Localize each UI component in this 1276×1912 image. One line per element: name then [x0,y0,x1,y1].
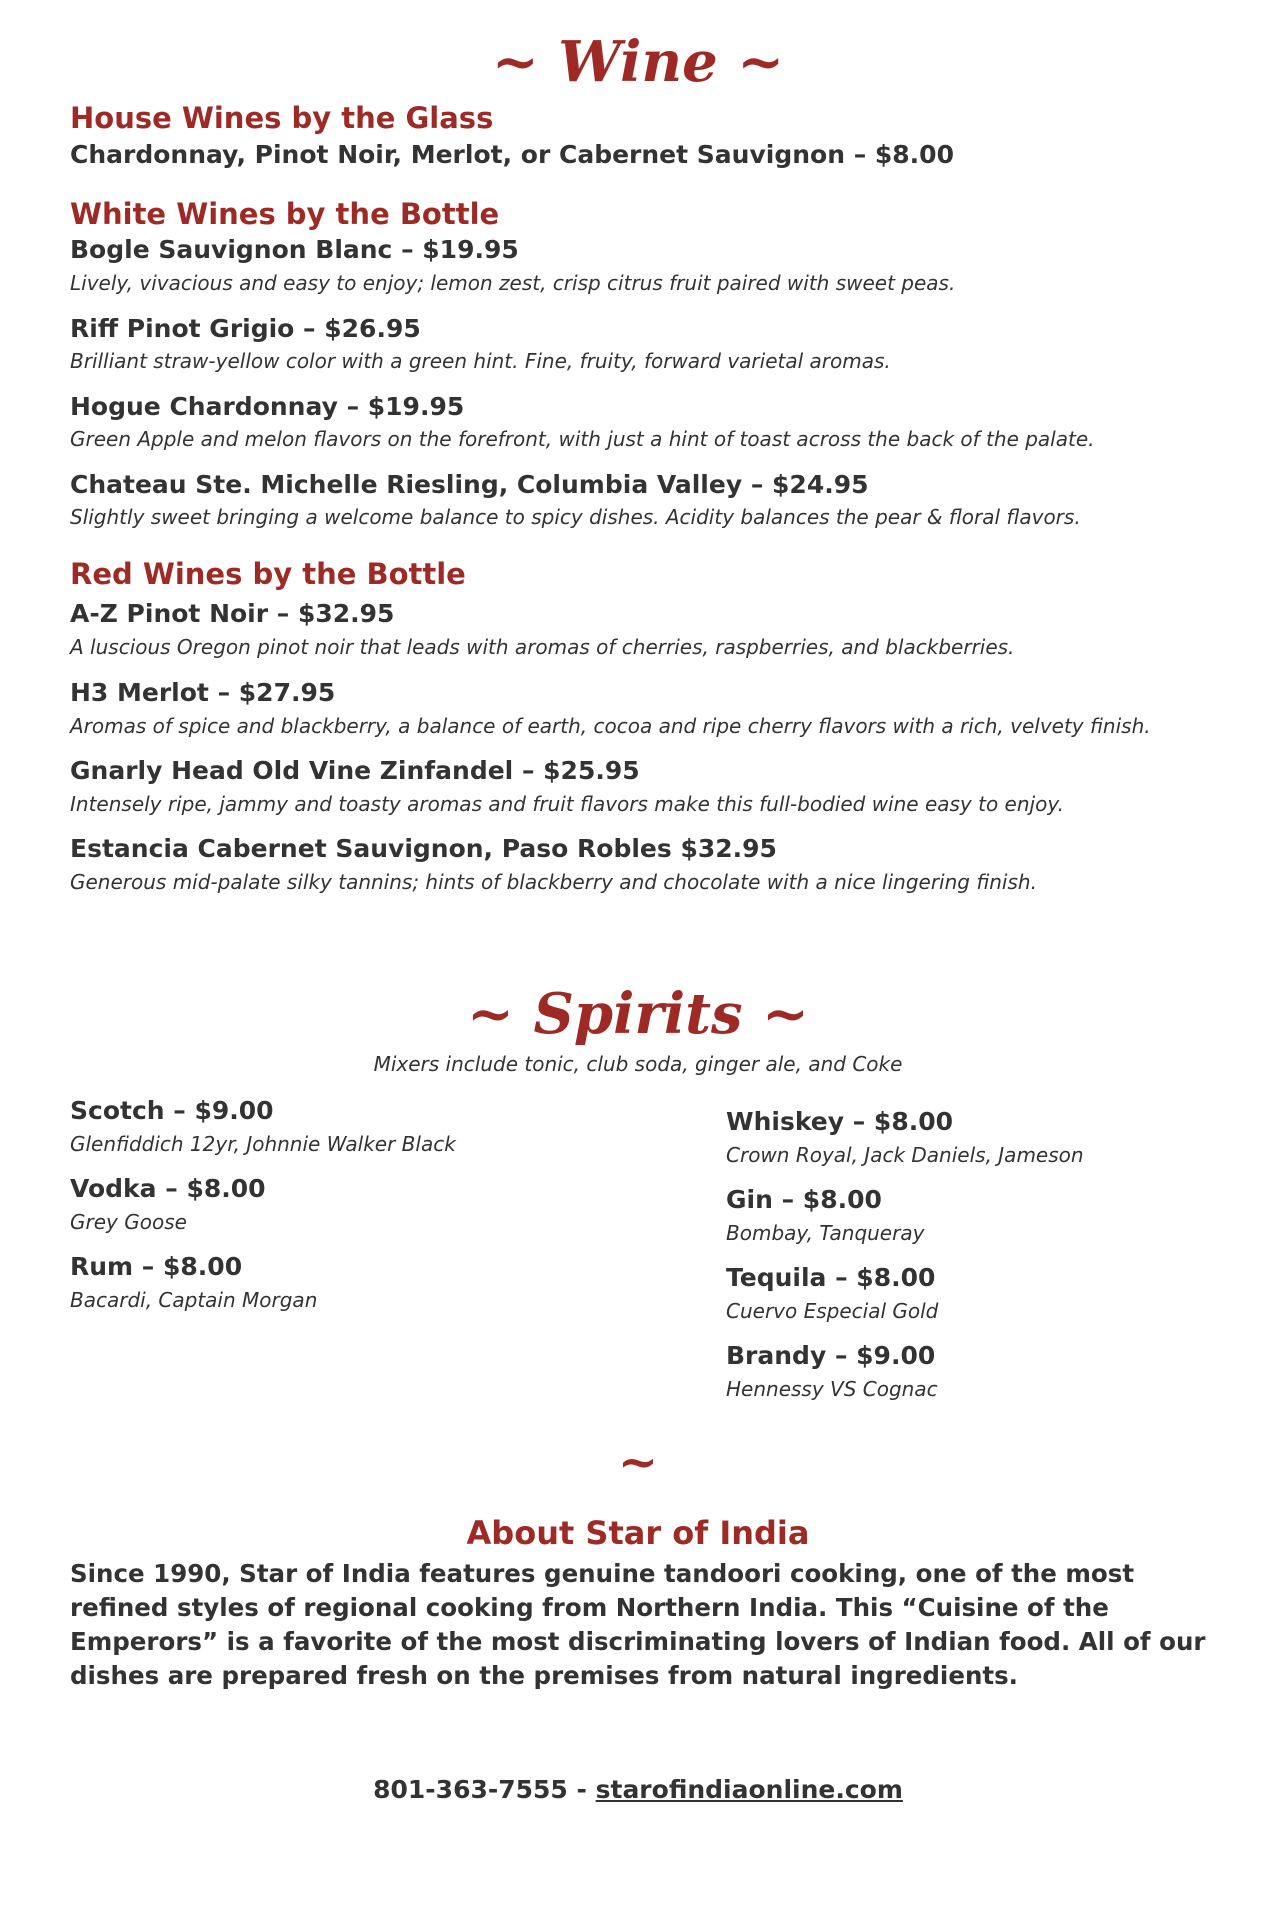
white-wine-name: Riff Pinot Grigio – $26.95 [70,314,421,343]
mixers-note: Mixers include tonic, club soda, ginger ale, and Coke [373,1052,903,1076]
spirit-desc: Hennessy VS Cognac [726,1377,938,1401]
tilde-divider: ~ [617,1434,659,1490]
spirit-desc: Grey Goose [70,1210,187,1234]
phone-number: 801-363-7555 [373,1775,568,1804]
spirit-desc: Cuervo Especial Gold [726,1299,939,1323]
spirit-name: Scotch – $9.00 [70,1096,274,1125]
footer-contact [0,1773,1276,1807]
house-wines-title: House Wines by the Glass [70,101,494,135]
about-text: Since 1990, Star of India features genuine tandoori cooking, one of the most refined styles of regional cooking from Northern India. This “Cuisine of the Emperors” is a favorite of the most discriminating lovers of Indian food. All of our dishes are prepared fresh on the premises from natural ingredients. [70,1559,1206,1690]
red-wine-desc: Intensely ripe, jammy and toasty aromas and fruit flavors make this full-bodied wine easy to enjoy. [70,792,1064,816]
white-wines-title: White Wines by the Bottle [70,197,500,231]
red-wine-desc: A luscious Oregon pinot noir that leads with aromas of cherries, raspberries, and blackberries. [70,635,1015,659]
red-wines-title: Red Wines by the Bottle [70,557,466,591]
about-title: About Star of India [466,1514,810,1552]
red-wine-name: Estancia Cabernet Sauvignon, Paso Robles $32.95 [70,834,777,863]
red-wine-name: Gnarly Head Old Vine Zinfandel – $25.95 [70,756,640,785]
red-wine-name: H3 Merlot – $27.95 [70,678,336,707]
white-wine-name: Hogue Chardonnay – $19.95 [70,392,465,421]
spirit-name: Whiskey – $8.00 [726,1107,954,1136]
red-wine-desc: Aromas of spice and blackberry, a balance of earth, cocoa and ripe cherry flavors with a rich, velvety finish. [70,714,1151,738]
spirit-name: Gin – $8.00 [726,1185,882,1214]
spirit-desc: Bombay, Tanqueray [726,1221,925,1245]
website-link[interactable]: starofindiaonline.com [595,1775,903,1804]
spirit-desc: Glenfiddich 12yr, Johnnie Walker Black [70,1132,456,1156]
footer-separator: - [567,1775,596,1804]
white-wine-desc: Brilliant straw-yellow color with a green hint. Fine, fruity, forward varietal aromas. [70,349,891,373]
spirit-name: Rum – $8.00 [70,1252,243,1281]
house-wines-line: Chardonnay, Pinot Noir, Merlot, or Cabernet Sauvignon – $8.00 [70,140,954,169]
white-wine-desc: Slightly sweet bringing a welcome balance to spicy dishes. Acidity balances the pear & floral flavors. [70,505,1081,529]
white-wine-name: Chateau Ste. Michelle Riesling, Columbia Valley – $24.95 [70,470,869,499]
spirit-name: Vodka – $8.00 [70,1174,266,1203]
white-wine-name: Bogle Sauvignon Blanc – $19.95 [70,235,519,264]
spirit-desc: Bacardi, Captain Morgan [70,1288,318,1312]
spirit-desc: Crown Royal, Jack Daniels, Jameson [726,1143,1084,1167]
red-wine-name: A-Z Pinot Noir – $32.95 [70,599,395,628]
spirit-name: Tequila – $8.00 [726,1263,936,1292]
wine-heading: ~ Wine ~ [491,29,785,95]
white-wine-desc: Green Apple and melon flavors on the forefront, with just a hint of toast across the back of the palate. [70,427,1095,451]
spirit-name: Brandy – $9.00 [726,1341,936,1370]
spirits-heading: ~ Spirits ~ [467,981,809,1047]
white-wine-desc: Lively, vivacious and easy to enjoy; lemon zest, crisp citrus fruit paired with sweet peas. [70,271,956,295]
red-wine-desc: Generous mid-palate silky tannins; hints of blackberry and chocolate with a nice lingering finish. [70,870,1037,894]
